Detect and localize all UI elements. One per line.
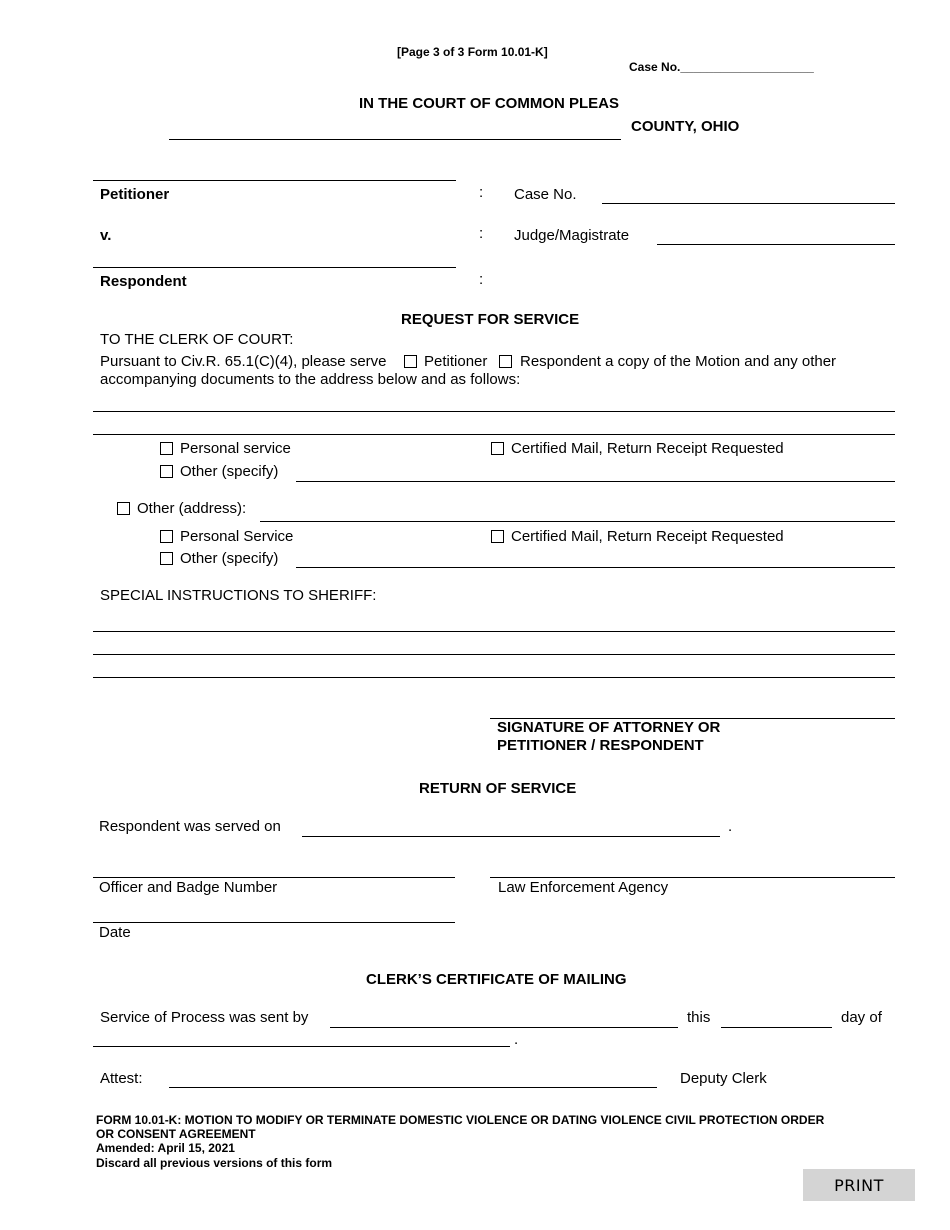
serve-respondent-label: Respondent a copy of the Motion and any other: [520, 353, 837, 370]
sent-by-field[interactable]: [330, 1027, 678, 1028]
county-label: COUNTY, OHIO: [631, 118, 740, 135]
serve-respondent-checkbox[interactable]: [499, 355, 512, 368]
serve-petitioner-label: Petitioner: [424, 353, 488, 370]
pursuant-text-line2: accompanying documents to the address below and as follows:: [100, 371, 521, 388]
special-instructions-line-3[interactable]: [93, 677, 895, 678]
caption-colon: :: [479, 271, 484, 288]
sent-by-label: Service of Process was sent by: [100, 1009, 309, 1026]
attest-label: Attest:: [100, 1070, 143, 1087]
signature-label-line1: SIGNATURE OF ATTORNEY OR: [497, 719, 721, 736]
service-date-field[interactable]: [93, 922, 455, 923]
certified-mail-label: Certified Mail, Return Receipt Requested: [511, 440, 784, 457]
service-address-line-1[interactable]: [93, 411, 895, 412]
case-no-field[interactable]: [602, 203, 895, 204]
request-title: REQUEST FOR SERVICE: [401, 311, 580, 328]
return-service-title: RETURN OF SERVICE: [419, 780, 577, 797]
caption-colon: :: [479, 184, 484, 201]
header-case-no: Case No.____________________: [629, 60, 814, 74]
other-specify-checkbox[interactable]: [160, 465, 173, 478]
to-clerk-label: TO THE CLERK OF COURT:: [100, 331, 294, 348]
caption-colon: :: [479, 225, 484, 242]
certified-mail-2-checkbox[interactable]: [491, 530, 504, 543]
footer-form-title-line2: OR CONSENT AGREEMENT: [96, 1127, 256, 1141]
special-instructions-label: SPECIAL INSTRUCTIONS TO SHERIFF:: [100, 587, 377, 604]
print-button[interactable]: PRINT: [803, 1169, 915, 1201]
mailing-period: .: [514, 1031, 519, 1048]
other-specify-field[interactable]: [296, 481, 895, 482]
this-label: this: [687, 1009, 711, 1026]
other-address-label: Other (address):: [137, 500, 247, 517]
attest-field[interactable]: [169, 1087, 657, 1088]
served-on-period: .: [728, 818, 733, 835]
served-on-label: Respondent was served on: [99, 818, 281, 835]
agency-field[interactable]: [490, 877, 895, 878]
respondent-name-field[interactable]: [93, 267, 456, 268]
other-address-field[interactable]: [260, 521, 895, 522]
personal-service-2-label: Personal Service: [180, 528, 294, 545]
officer-field[interactable]: [93, 877, 455, 878]
other-specify-label: Other (specify): [180, 463, 279, 480]
certified-mail-checkbox[interactable]: [491, 442, 504, 455]
respondent-label: Respondent: [100, 273, 187, 290]
clerk-certificate-title: CLERK’S CERTIFICATE OF MAILING: [366, 971, 627, 988]
special-instructions-line-2[interactable]: [93, 654, 895, 655]
personal-service-2-checkbox[interactable]: [160, 530, 173, 543]
deputy-clerk-label: Deputy Clerk: [680, 1070, 767, 1087]
agency-label: Law Enforcement Agency: [498, 879, 669, 896]
petitioner-label: Petitioner: [100, 186, 170, 203]
day-field[interactable]: [721, 1027, 832, 1028]
other-specify-2-checkbox[interactable]: [160, 552, 173, 565]
pursuant-text: Pursuant to Civ.R. 65.1(C)(4), please serve: [100, 353, 387, 370]
case-no-label: Case No.: [514, 186, 577, 203]
day-of-label: day of: [841, 1009, 882, 1026]
footer-form-title: FORM 10.01-K: MOTION TO MODIFY OR TERMINATE DOMESTIC VIOLENCE OR DATING VIOLENCE CIVIL PROTECTION ORDER: [96, 1113, 825, 1127]
service-address-line-2[interactable]: [93, 434, 895, 435]
personal-service-checkbox[interactable]: [160, 442, 173, 455]
other-address-checkbox[interactable]: [117, 502, 130, 515]
signature-label-line2: PETITIONER / RESPONDENT: [497, 737, 704, 754]
page-label: [Page 3 of 3 Form 10.01-K]: [397, 45, 548, 59]
personal-service-label: Personal service: [180, 440, 291, 457]
date-label: Date: [99, 924, 131, 941]
certified-mail-2-label: Certified Mail, Return Receipt Requested: [511, 528, 784, 545]
special-instructions-line-1[interactable]: [93, 631, 895, 632]
petitioner-name-field[interactable]: [93, 180, 456, 181]
month-year-field[interactable]: [93, 1046, 510, 1047]
versus-label: v.: [100, 227, 112, 244]
county-name-field[interactable]: [169, 139, 621, 140]
judge-field[interactable]: [657, 244, 895, 245]
served-on-field[interactable]: [302, 836, 720, 837]
judge-label: Judge/Magistrate: [514, 227, 630, 244]
footer-amended: Amended: April 15, 2021: [96, 1141, 235, 1155]
other-specify-2-label: Other (specify): [180, 550, 279, 567]
footer-discard-note: Discard all previous versions of this form: [96, 1156, 333, 1170]
other-specify-2-field[interactable]: [296, 567, 895, 568]
court-title: IN THE COURT OF COMMON PLEAS: [359, 95, 619, 112]
officer-label: Officer and Badge Number: [99, 879, 278, 896]
serve-petitioner-checkbox[interactable]: [404, 355, 417, 368]
